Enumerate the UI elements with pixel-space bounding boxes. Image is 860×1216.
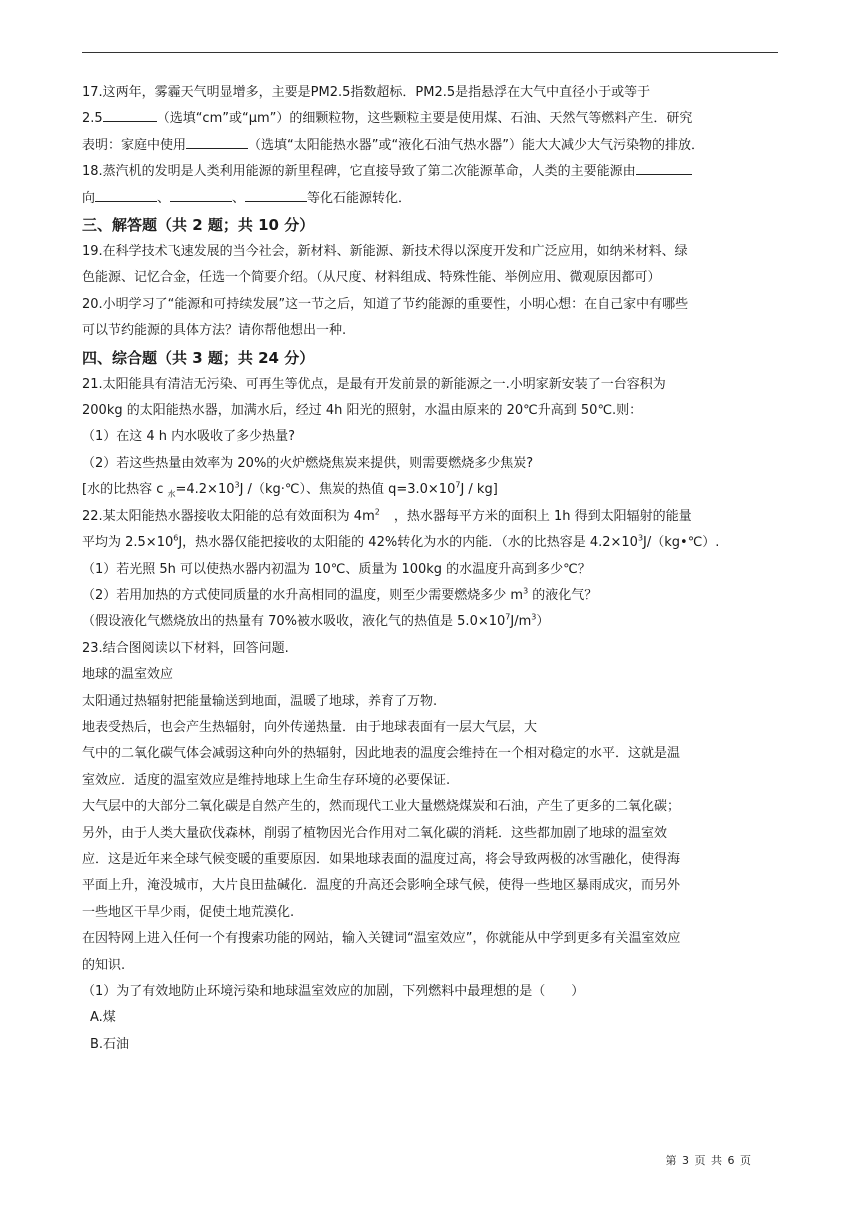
q17-line-1: 17.这两年，雾霾天气明显增多，主要是PM2.5指数超标．PM2.5是指悬浮在大气中直径小于或等于 bbox=[82, 85, 651, 100]
option-a[interactable]: A.煤 bbox=[90, 1010, 116, 1026]
page-number: 第 3 页 共 6 页 bbox=[665, 1154, 752, 1167]
q23-line-1: 23.结合图阅读以下材料，回答问题. bbox=[82, 640, 289, 656]
section-3-heading: 三、解答题（共 2 题；共 10 分） bbox=[82, 216, 315, 235]
option-b[interactable]: B.石油 bbox=[90, 1036, 130, 1052]
q22-assumption: （假设液化气燃烧放出的热量有 70%被水吸收，液化气的热值是 $5.0\times 10^7J/m^3$） bbox=[82, 612, 550, 630]
passage-para-3-line-4: 平面上升，淹没城市，大片良田盐碱化．温度的升高还会影响全球气候，使得一些地区暴雨成灾，而另外 bbox=[82, 878, 681, 894]
q22-sub-1: （1）若光照 5h 可以使热水器内初温为 10℃、质量为 100kg 的水温度升高到多少℃？ bbox=[82, 561, 591, 577]
q21-sub-1: （1）在这 4 h 内水吸收了多少热量? bbox=[82, 429, 296, 445]
passage-para-3-line-5: 一些地区干旱少雨，促使土地荒漠化. bbox=[82, 904, 295, 920]
passage-para-3-line-1: 大气层中的大部分二氧化碳是自然产生的，然而现代工业大量燃烧煤炭和石油，产生了更多的二氧化碳； bbox=[82, 799, 681, 815]
answer-blank[interactable] bbox=[245, 187, 307, 202]
q21-line-2: 200kg 的太阳能热水器，加满水后，经过 4h 阳光的照射，水温由原来的 20℃升高到 50℃.则： bbox=[82, 403, 643, 419]
page-content bbox=[82, 80, 782, 1058]
q19-line-2: 色能源、记忆合金，任选一个简要介绍。（从尺度、材料组成、特殊性能、举例应用、微观原因都可） bbox=[82, 270, 661, 286]
answer-blank[interactable] bbox=[103, 107, 157, 122]
q17-line-3: 表明：家庭中使用 （选填“太阳能热水器”或“液化石油气热水器”）能大大减少大气污染物的排放． bbox=[82, 133, 782, 159]
passage-para-2-line-1: 地表受热后，也会产生热辐射，向外传递热量．由于地球表面有一层大气层，大 bbox=[82, 719, 538, 735]
q22-sub-2: （2）若用加热的方式使同质量的水升高相同的温度，则至少需要燃烧多少 $m^3$ 的液化气？ bbox=[82, 586, 598, 603]
answer-blank[interactable] bbox=[170, 187, 232, 202]
q20-line-2: 可以节约能源的具体方法？请你帮他想出一种. bbox=[82, 323, 347, 339]
q19-line-1: 19.在科学技术飞速发展的当今社会，新材料、新能源、新技术得以深度开发和广泛应用，如纳米材料、绿 bbox=[82, 244, 688, 260]
q21-sub-2: （2）若这些热量由效率为 20%的火炉燃烧焦炭来提供，则需要燃烧多少焦炭? bbox=[82, 455, 534, 471]
q21-line-1: 21.太阳能具有清洁无污染、可再生等优点，是最有开发前景的新能源之一.小明家新安装了一台容积为 bbox=[82, 376, 666, 392]
answer-blank[interactable] bbox=[186, 134, 248, 149]
passage-para-2-line-2: 气中的二氧化碳气体会减弱这种向外的热辐射，因此地表的温度会维持在一个相对稳定的水平．这就是温 bbox=[82, 746, 681, 762]
answer-blank[interactable] bbox=[95, 187, 157, 202]
q22-line-2: 平均为 $2.5\times 10^6J$，热水器仅能把接收的太阳能的 42%转化为水的内能．（水的比热容是 $4.2\times 10^3J/(kg•℃)$. bbox=[82, 533, 720, 551]
passage-para-1: 太阳通过热辐射把能量输送到地面，温暖了地球，养育了万物. bbox=[82, 693, 438, 709]
section-4-heading: 四、综合题（共 3 题；共 24 分） bbox=[82, 348, 315, 367]
q18-line-1: 18.蒸汽机的发明是人类利用能源的新里程碑，它直接导致了第二次能源革命，人类的主要能源由 bbox=[82, 159, 782, 185]
passage-title: 地球的温室效应 bbox=[82, 667, 174, 683]
q17-line-2: 2.5 （选填“cm”或“μm”）的细颗粒物，这些颗粒主要是使用煤、石油、天然气等燃料产生．研究 bbox=[82, 106, 782, 132]
passage-para-3-line-2: 另外，由于人类大量砍伐森林，削弱了植物因光合作用对二氧化碳的消耗．这些都加剧了地球的温室效 bbox=[82, 825, 668, 841]
q18-line-2: 向 、 、 等化石能源转化． bbox=[82, 186, 782, 212]
passage-para-3-line-3: 应．这是近年来全球气候变暖的重要原因．如果地球表面的温度过高，将会导致两极的冰雪融化，使得海 bbox=[82, 851, 681, 867]
q23-sub-1: （1）为了有效地防止环境污染和地球温室效应的加剧，下列燃料中最理想的是（ ） bbox=[82, 984, 585, 999]
q22-line-1: 22.某太阳能热水器接收太阳能的总有效面积为 $4m^2$ ，热水器每平方米的面积上 1h 得到太阳辐射的能量 bbox=[82, 507, 692, 524]
passage-para-4-line-2: 的知识. bbox=[82, 957, 126, 973]
answer-blank[interactable] bbox=[636, 160, 692, 175]
header-rule bbox=[82, 52, 778, 53]
passage-para-4-line-1: 在因特网上进入任何一个有搜索功能的网站，输入关键词“温室效应”，你就能从中学到更多有关温室效应 bbox=[82, 931, 681, 947]
q20-line-1: 20.小明学习了“能源和可持续发展”这一节之后，知道了节约能源的重要性，小明心想：在自己家中有哪些 bbox=[82, 296, 689, 312]
passage-para-2-line-3: 室效应．适度的温室效应是维持地球上生命生存环境的必要保证. bbox=[82, 772, 451, 788]
q21-constants: [水的比热容 c $_水=4.2\times 10^3J$ /（kg·℃）、焦炭的热值 $q=3.0\times 10^7J / kg$] bbox=[82, 480, 498, 499]
